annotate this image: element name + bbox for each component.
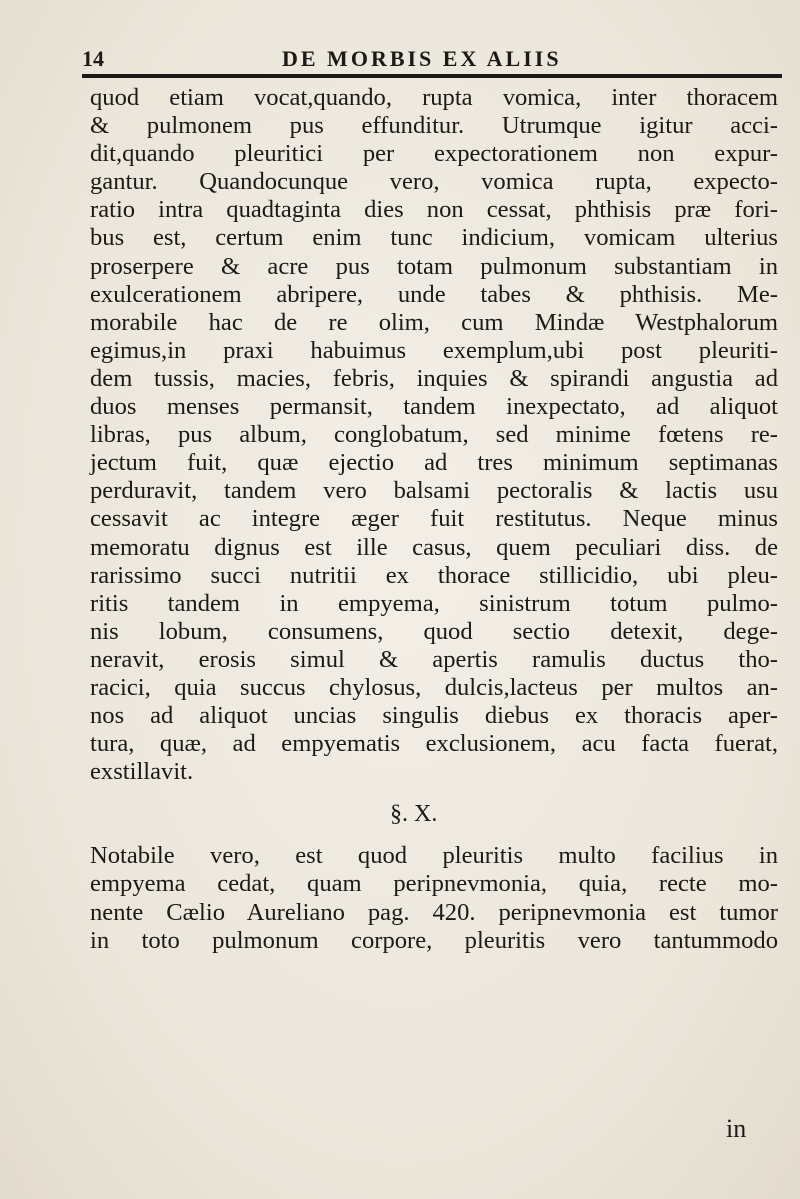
text-line: morabile hac de re olim, cum Mindæ Westphalorum [90, 308, 778, 336]
text-line: dit,quando pleuritici per expectorationem non expur- [90, 140, 778, 168]
text-line: proserpere & acre pus totam pulmonum substantiam in [90, 252, 778, 280]
page-header [82, 44, 782, 74]
text-line: nis lobum, consumens, quod sectio detexit, dege- [90, 617, 778, 645]
section-heading: §. X. [390, 801, 438, 828]
paragraph-1 [90, 84, 790, 786]
text-line: quod etiam vocat,quando, rupta vomica, inter thoracem [90, 84, 778, 111]
catchword: in [726, 1114, 747, 1143]
page-number: 14 [82, 46, 104, 71]
text-line: bus est, certum enim tunc indicium, vomicam ulterius [90, 224, 778, 252]
text-line: gantur. Quandocunque vero, vomica rupta, expecto- [90, 168, 778, 196]
text-line: ratio intra quadtaginta dies non cessat, phthisis præ fori- [90, 196, 778, 224]
text-line: & pulmonem pus effunditur. Utrumque igitur acci- [90, 112, 778, 140]
text-line: dem tussis, macies, febris, inquies & spirandi angustia ad [90, 364, 778, 392]
body-text [90, 84, 790, 955]
paragraph-2 [90, 842, 790, 954]
text-line: memoratu dignus est ille casus, quem peculiari diss. de [90, 533, 778, 561]
text-line: rarissimo succi nutritii ex thorace stillicidio, ubi pleu- [90, 561, 778, 589]
text-line: exstillavit. [90, 758, 194, 786]
text-line: neravit, erosis simul & apertis ramulis ductus tho- [90, 645, 778, 673]
text-line: racici, quia succus chylosus, dulcis,lacteus per multos an- [90, 673, 778, 701]
section-heading-wrap [90, 786, 790, 842]
text-line: Notabile vero, est quod pleuritis multo facilius in [90, 842, 778, 870]
text-line: ritis tandem in empyema, sinistrum totum pulmo- [90, 589, 778, 617]
text-line: empyema cedat, quam peripnevmonia, quia, recte mo- [90, 870, 778, 898]
text-line: tura, quæ, ad empyematis exclusionem, acu facta fuerat, [90, 730, 778, 758]
text-line: in toto pulmonum corpore, pleuritis vero tantummodo [90, 926, 778, 954]
text-line: nente Cælio Aureliano pag. 420. peripnevmonia est tumor [90, 898, 778, 926]
text-line: egimus,in praxi habuimus exemplum,ubi post pleuriti- [90, 336, 778, 364]
text-line: jectum fuit, quæ ejectio ad tres minimum septimanas [90, 449, 778, 477]
text-line: nos ad aliquot uncias singulis diebus ex thoracis aper- [90, 702, 778, 730]
text-line: libras, pus album, conglobatum, sed minime fœtens re- [90, 421, 778, 449]
text-line: perduravit, tandem vero balsami pectoralis & lactis usu [90, 477, 778, 505]
text-line: duos menses permansit, tandem inexpectato, ad aliquot [90, 393, 778, 421]
header-rule [82, 74, 782, 78]
text-line: cessavit ac integre æger fuit restitutus. Neque minus [90, 505, 778, 533]
text-line: exulcerationem abripere, unde tabes & phthisis. Me- [90, 280, 778, 308]
running-head: DE MORBIS EX ALIIS [282, 46, 562, 71]
